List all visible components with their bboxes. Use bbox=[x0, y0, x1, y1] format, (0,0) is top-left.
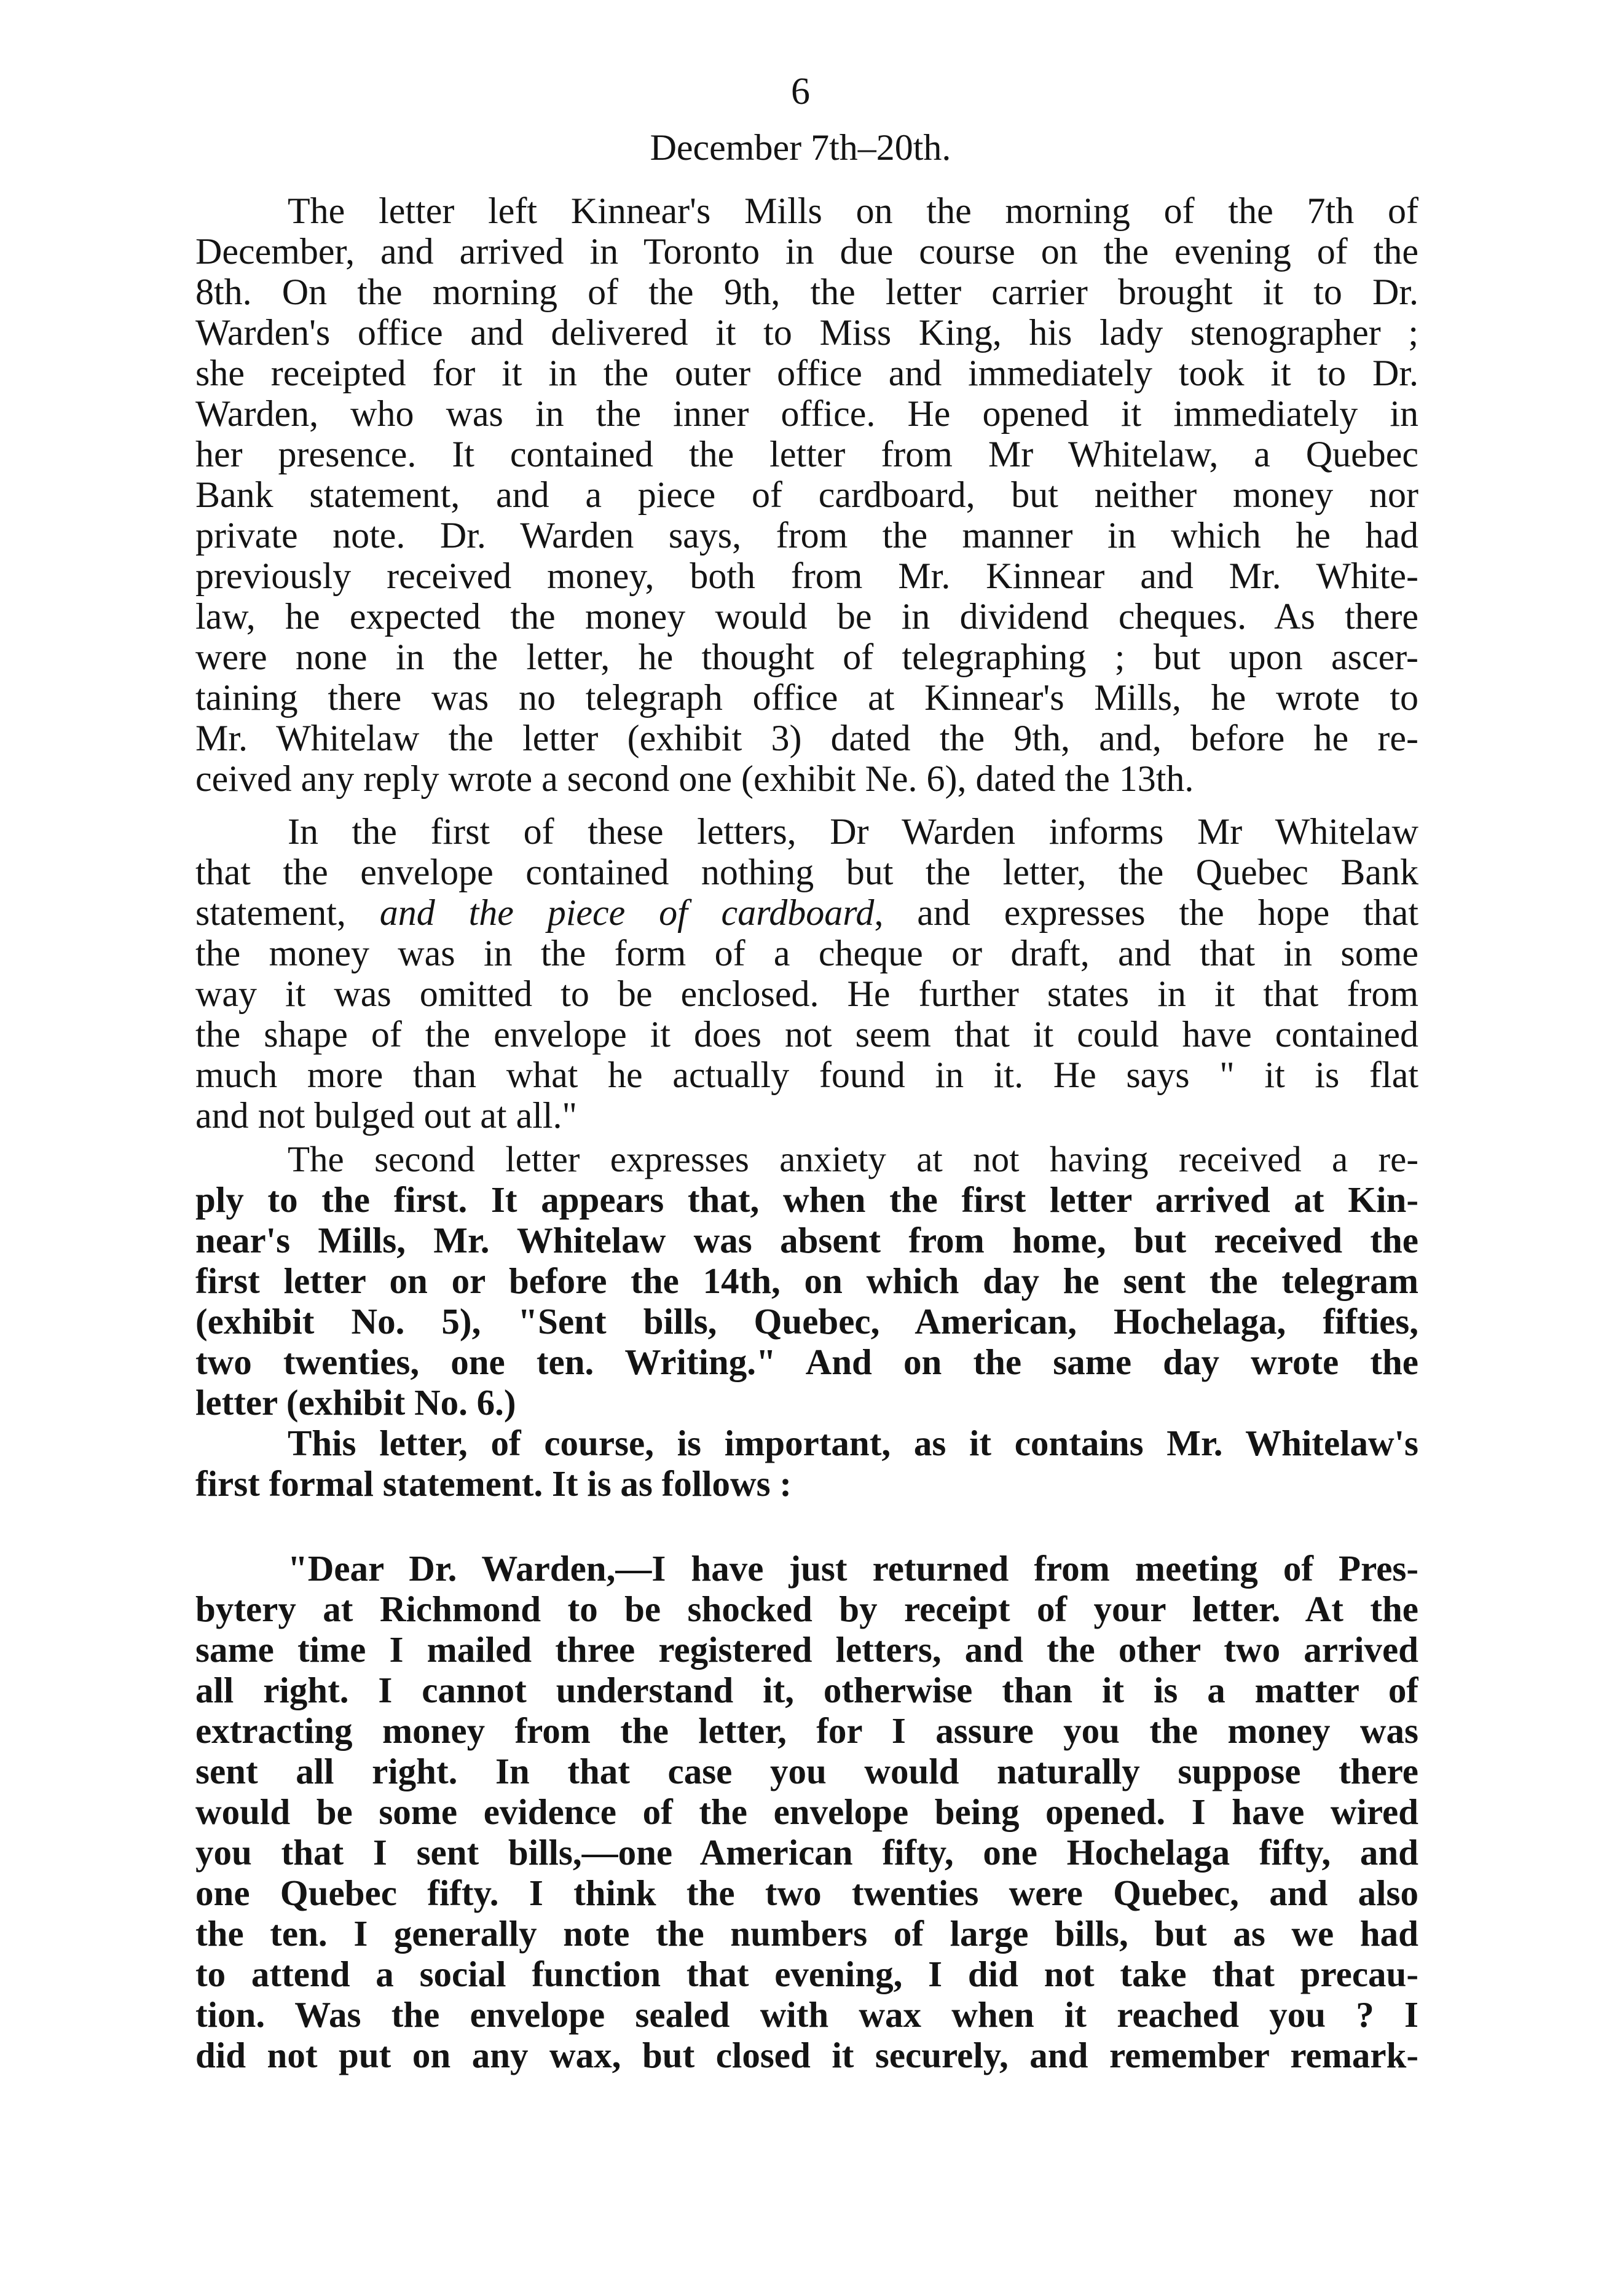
text-line: In the first of these letters, Dr Warden informs Mr Whitelaw bbox=[288, 811, 1418, 852]
text-line: private note. Dr. Warden says, from the manner in which he had bbox=[195, 515, 1418, 556]
text-line: December, and arrived in Toronto in due course on the evening of the bbox=[195, 231, 1418, 272]
text-line: you that I sent bills,—one American fifty, one Hochelaga fifty, and bbox=[195, 1832, 1418, 1873]
text-line: the ten. I generally note the numbers of large bills, but as we had bbox=[195, 1913, 1418, 1954]
text-line: near's Mills, Mr. Whitelaw was absent from home, but received the bbox=[195, 1220, 1418, 1260]
paragraph-2 bbox=[195, 811, 1418, 1136]
text-line: extracting money from the letter, for I assure you the money was bbox=[195, 1710, 1418, 1751]
paragraph-1 bbox=[195, 191, 1418, 799]
text-line: she receipted for it in the outer office and immediately took it to Dr. bbox=[195, 353, 1418, 393]
text-run: statement, bbox=[195, 892, 380, 933]
text-line: sent all right. In that case you would naturally suppose there bbox=[195, 1751, 1418, 1791]
text-line: her presence. It contained the letter from Mr Whitelaw, a Quebec bbox=[195, 434, 1418, 474]
text-line: first letter on or before the 14th, on which day he sent the telegram bbox=[195, 1260, 1418, 1301]
text-line: The letter left Kinnear's Mills on the morning of the 7th of bbox=[288, 191, 1418, 231]
text-line: "Dear Dr. Warden,—I have just returned from meeting of Pres- bbox=[288, 1548, 1418, 1589]
text-line: first formal statement. It is as follows : bbox=[195, 1463, 792, 1504]
text-line: one Quebec fifty. I think the two twenties were Quebec, and also bbox=[195, 1873, 1418, 1913]
text-line: same time I mailed three registered letters, and the other two arrived bbox=[195, 1629, 1418, 1670]
text-line: Warden's office and delivered it to Miss King, his lady stenographer ; bbox=[195, 312, 1418, 353]
text-line: ceived any reply wrote a second one (exhibit Ne. 6), dated the 13th. bbox=[195, 758, 1194, 799]
text-line: This letter, of course, is important, as it contains Mr. Whitelaw's bbox=[288, 1423, 1418, 1463]
text-line: the money was in the form of a cheque or draft, and that in some bbox=[195, 933, 1418, 973]
text-line: two twenties, one ten. Writing." And on the same day wrote the bbox=[195, 1342, 1418, 1382]
text-line: Mr. Whitelaw the letter (exhibit 3) dated the 9th, and, before he re- bbox=[195, 718, 1418, 758]
paragraph-3 bbox=[195, 1139, 1418, 1504]
text-line: that the envelope contained nothing but the letter, the Quebec Bank bbox=[195, 852, 1418, 892]
text-line: ply to the first. It appears that, when the first letter arrived at Kin- bbox=[195, 1179, 1418, 1220]
text-line: (exhibit No. 5), "Sent bills, Quebec, American, Hochelaga, fifties, bbox=[195, 1301, 1418, 1342]
text-run: , and expresses the hope that bbox=[874, 892, 1418, 933]
quoted-letter bbox=[195, 1548, 1418, 2075]
text-line: 8th. On the morning of the 9th, the letter carrier brought it to Dr. bbox=[195, 272, 1418, 312]
section-heading: December 7th–20th. bbox=[650, 127, 951, 168]
text-line: and not bulged out at all." bbox=[195, 1095, 578, 1136]
text-line-with-italic bbox=[195, 892, 1418, 933]
italic-phrase: and the piece of cardboard bbox=[379, 892, 875, 933]
text-line: taining there was no telegraph office at Kinnear's Mills, he wrote to bbox=[195, 677, 1418, 718]
text-line: The second letter expresses anxiety at not having received a re- bbox=[288, 1139, 1418, 1179]
page-number: 6 bbox=[791, 71, 810, 112]
text-line: way it was omitted to be enclosed. He further states in it that from bbox=[195, 973, 1418, 1014]
text-line: did not put on any wax, but closed it securely, and remember remark- bbox=[195, 2035, 1418, 2075]
text-line: law, he expected the money would be in dividend cheques. As there bbox=[195, 596, 1418, 637]
text-line: were none in the letter, he thought of telegraphing ; but upon ascer- bbox=[195, 637, 1418, 677]
text-line: all right. I cannot understand it, otherwise than it is a matter of bbox=[195, 1670, 1418, 1710]
text-line: letter (exhibit No. 6.) bbox=[195, 1382, 516, 1423]
text-line: previously received money, both from Mr. Kinnear and Mr. White- bbox=[195, 556, 1418, 596]
text-line: Bank statement, and a piece of cardboard, but neither money nor bbox=[195, 474, 1418, 515]
text-line: bytery at Richmond to be shocked by receipt of your letter. At the bbox=[195, 1589, 1418, 1629]
text-line: would be some evidence of the envelope being opened. I have wired bbox=[195, 1791, 1418, 1832]
text-line: tion. Was the envelope sealed with wax when it reached you ? I bbox=[195, 1994, 1418, 2035]
text-line: Warden, who was in the inner office. He opened it immediately in bbox=[195, 393, 1418, 434]
text-line: the shape of the envelope it does not seem that it could have contained bbox=[195, 1014, 1418, 1055]
text-line: to attend a social function that evening, I did not take that precau- bbox=[195, 1954, 1418, 1994]
text-line: much more than what he actually found in it. He says " it is flat bbox=[195, 1055, 1418, 1095]
